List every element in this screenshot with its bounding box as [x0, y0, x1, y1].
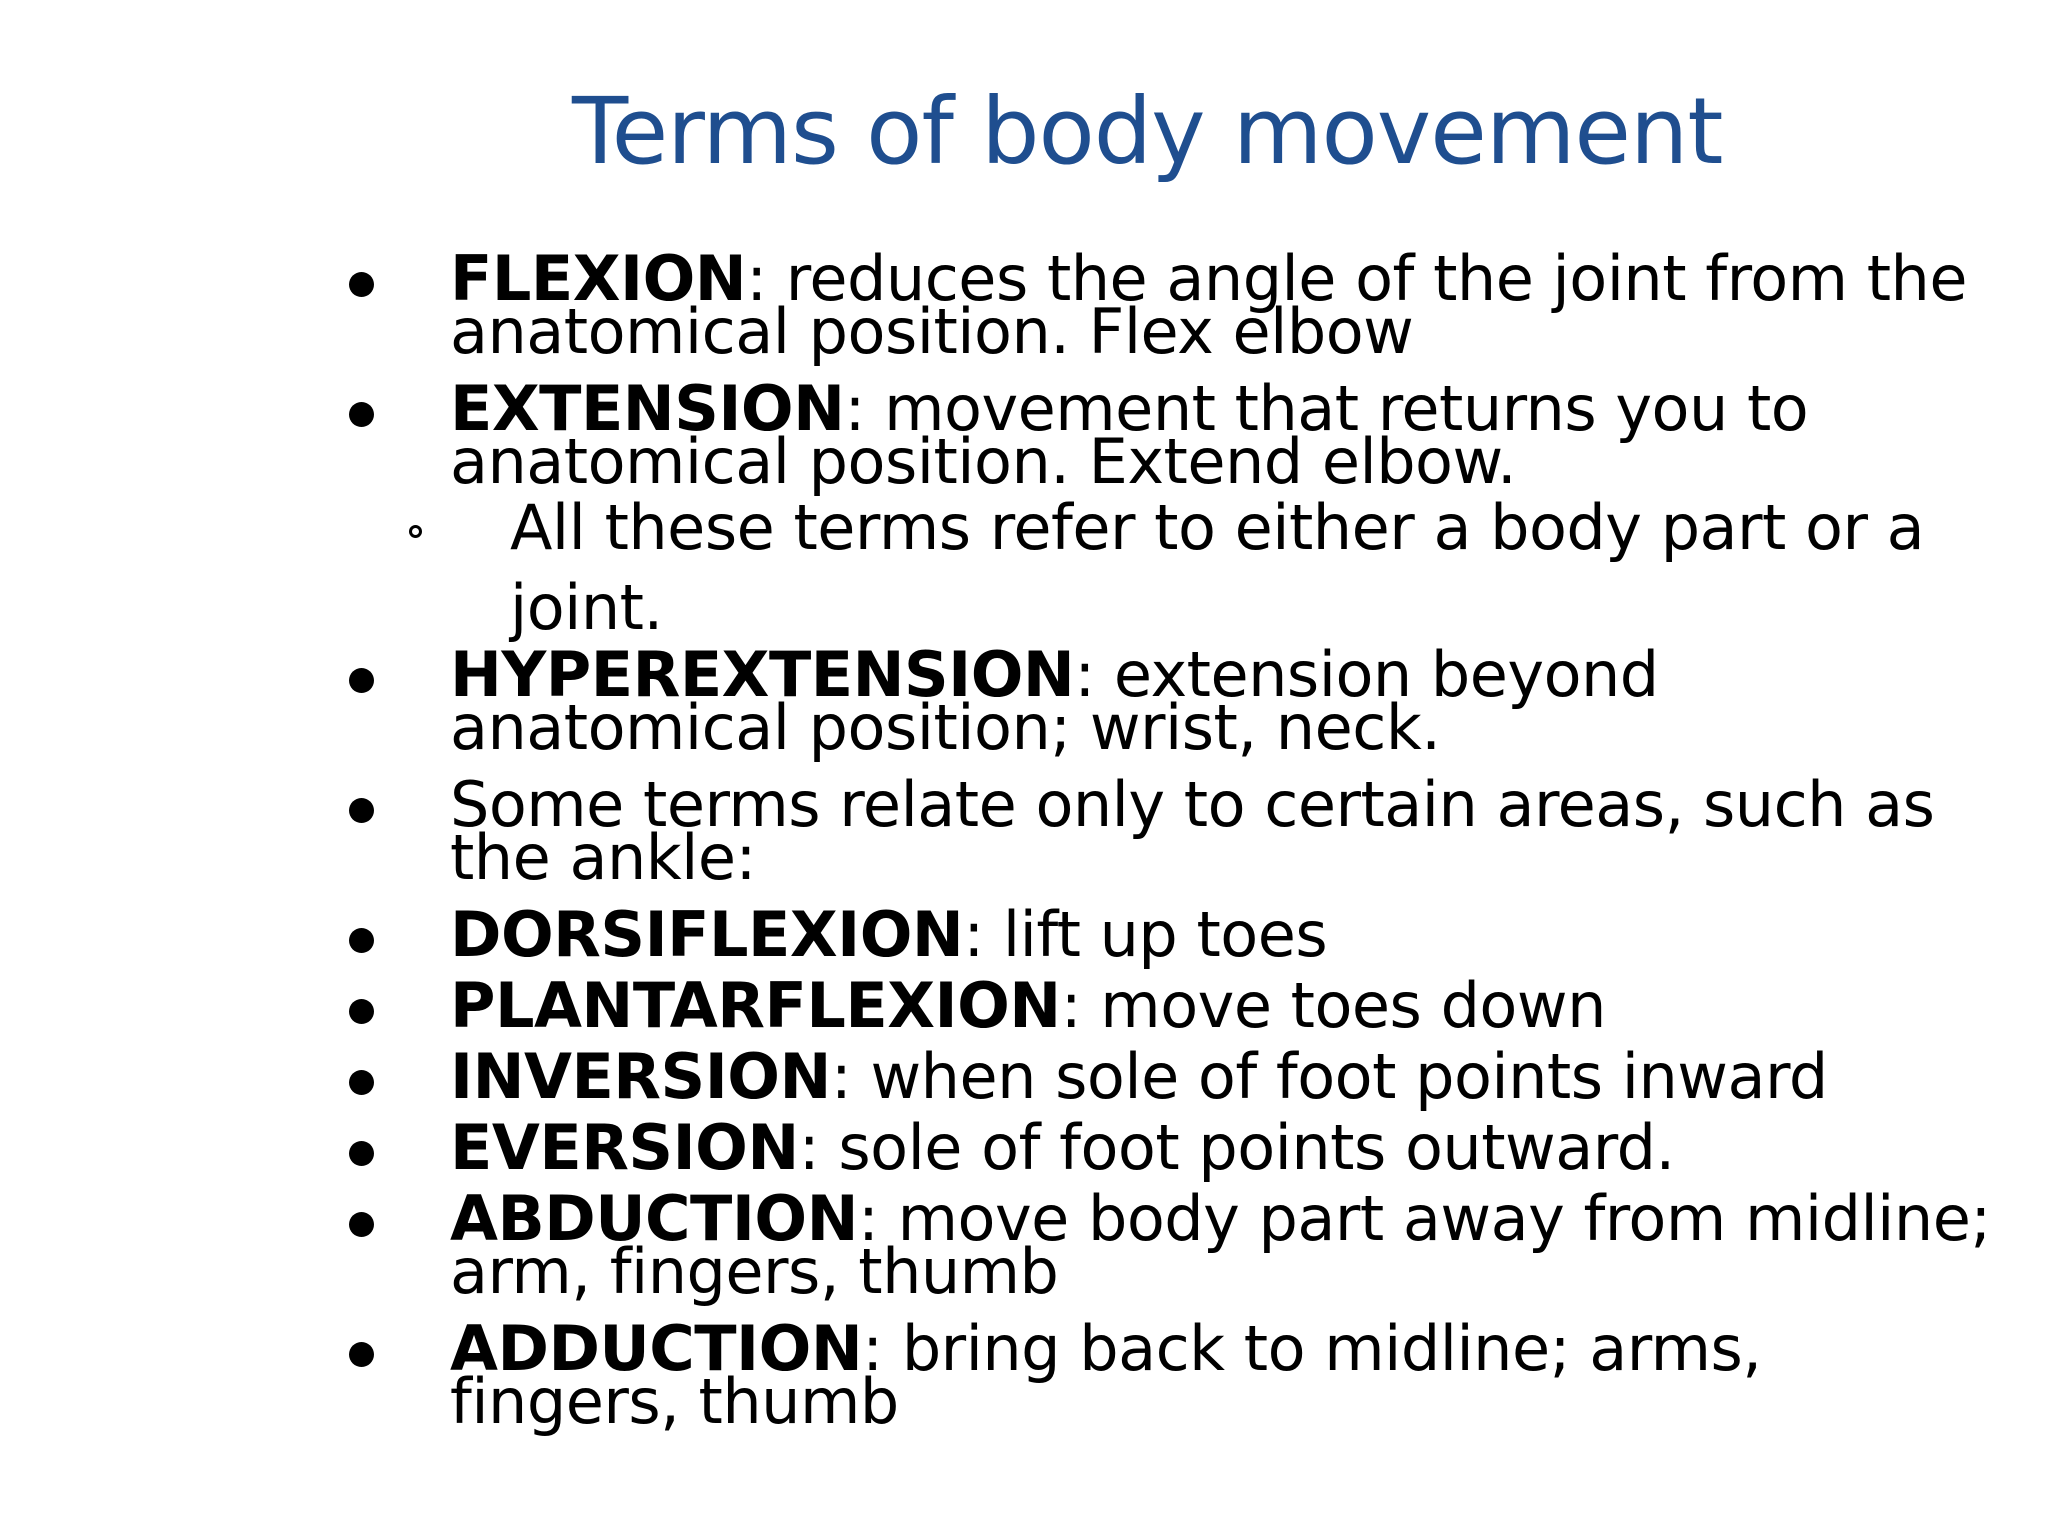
note-text: Some terms relate only to certain areas, such as the ankle: — [450, 768, 1935, 894]
list-item — [345, 1040, 1995, 1113]
term-label: ADDUCTION — [450, 1312, 863, 1385]
term-definition: : when sole of foot points inward — [830, 1040, 1828, 1113]
term-definition: : move body part away from midline; arm, fingers, thumb — [450, 1182, 1991, 1308]
term-label: PLANTARFLEXION — [450, 969, 1061, 1042]
term-definition: : movement that returns you to anatomical position. Extend elbow. — [450, 372, 1809, 498]
bullet-icon — [349, 1070, 374, 1095]
term-label: INVERSION — [450, 1040, 831, 1113]
list-item — [345, 969, 1995, 1042]
list-item — [345, 898, 1995, 971]
term-label: DORSIFLEXION — [450, 898, 964, 971]
term-label: EVERSION — [450, 1111, 799, 1184]
bullet-icon — [349, 798, 374, 823]
term-definition: : reduces the angle of the joint from the anatomical position. Flex elbow — [450, 242, 1967, 368]
list-item — [345, 372, 1995, 498]
term-label: FLEXION — [450, 242, 747, 315]
term-label: ABDUCTION — [450, 1182, 859, 1255]
note-text: All these terms refer to either a body part or a joint. — [510, 491, 1925, 644]
list-item — [345, 638, 1995, 764]
bullet-icon — [349, 999, 374, 1024]
bullet-icon — [349, 668, 374, 693]
list-item — [345, 1111, 1995, 1184]
bullet-icon — [349, 1141, 374, 1166]
list-item — [345, 768, 1995, 894]
bullet-icon — [349, 1212, 374, 1237]
bullet-icon — [349, 1342, 374, 1367]
term-label: EXTENSION — [450, 372, 845, 445]
term-definition: : extension beyond anatomical position; wrist, neck. — [450, 638, 1659, 764]
slide-title: Terms of body movement — [572, 78, 1723, 185]
list-item — [345, 1312, 1995, 1438]
bullet-icon — [349, 272, 374, 297]
bullet-icon — [349, 402, 374, 427]
term-definition: : sole of foot points outward. — [798, 1111, 1675, 1184]
list-item — [345, 1182, 1995, 1308]
term-definition: : bring back to midline; arms, fingers, thumb — [450, 1312, 1762, 1438]
term-definition: : move toes down — [1060, 969, 1606, 1042]
bullet-icon — [349, 928, 374, 953]
list-item — [345, 242, 1995, 368]
bullet-list — [345, 242, 1995, 1438]
hollow-bullet-icon — [409, 525, 422, 538]
term-label: HYPEREXTENSION — [450, 638, 1075, 711]
sub-list-item — [345, 488, 1995, 648]
term-definition: : lift up toes — [963, 898, 1328, 971]
